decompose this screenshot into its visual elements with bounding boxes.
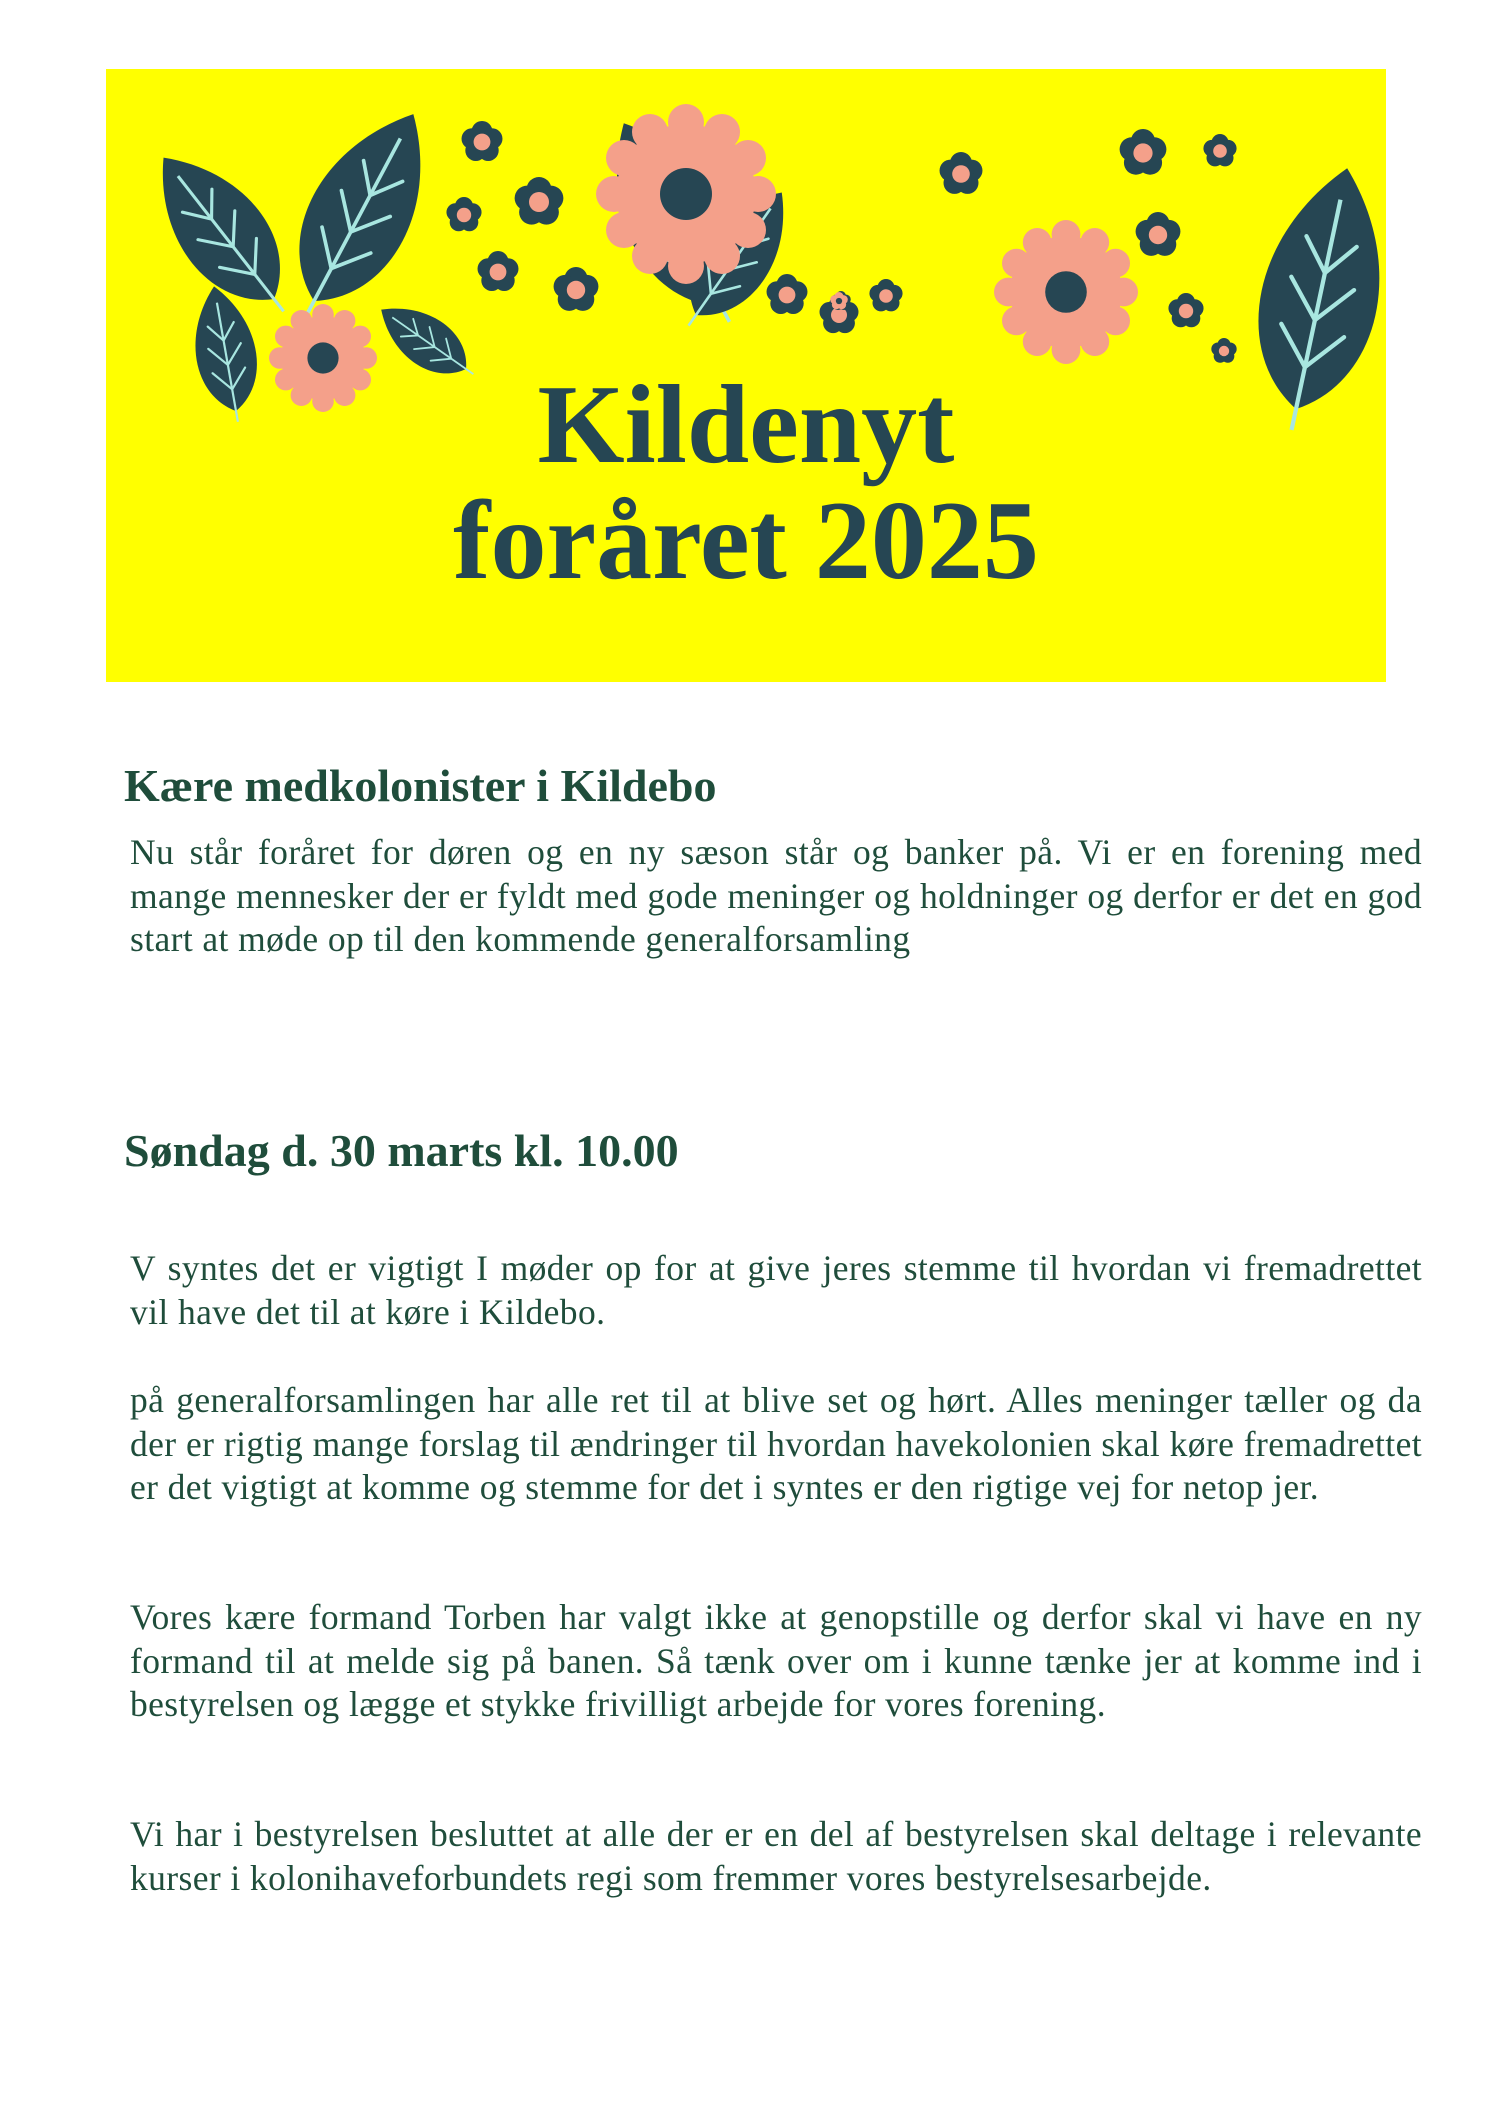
body-paragraph: Vores kære formand Torben har valgt ikke at genopstille og derfor skal vi have en ny formand til at melde sig på banen. Så tænk over om i kunne tænke jer at komme ind i bestyrelsen og lægge et stykke frivilligt arbejde for vores forening. — [130, 1597, 1422, 1724]
body-paragraph: V syntes det er vigtigt I møder op for at give jeres stemme til hvordan vi fremadrettet vil have det til at køre i Kildebo. — [130, 1248, 1422, 1332]
meeting-date-heading: Søndag d. 30 marts kl. 10.00 — [124, 1125, 679, 1176]
greeting-heading: Kære medkolonister i Kildebo — [124, 760, 717, 811]
newsletter-title — [106, 363, 1386, 603]
intro-paragraph: Nu står foråret for døren og en ny sæson står og banker på. Vi er en forening med mange mennesker der er fyldt med gode meninger og holdninger og derfor er det en god start at møde op til den kommende generalforsamling — [130, 832, 1422, 959]
header-banner — [106, 69, 1386, 682]
body-paragraph: på generalforsamlingen har alle ret til at blive set og hørt. Alles meninger tæller og da der er rigtig mange forslag til ændringer til hvordan havekolonien skal køre fremadrettet er det vigtigt at komme og stemme for det i syntes er den rigtige vej for netop jer. — [130, 1380, 1422, 1507]
body-paragraph: Vi har i bestyrelsen besluttet at alle der er en del af bestyrelsen skal deltage i relevante kurser i kolonihaveforbundets regi som fremmer vores bestyrelsesarbejde. — [130, 1814, 1422, 1898]
title-line-2: foråret 2025 — [453, 479, 1039, 603]
title-line-1: Kildenyt — [537, 363, 955, 487]
